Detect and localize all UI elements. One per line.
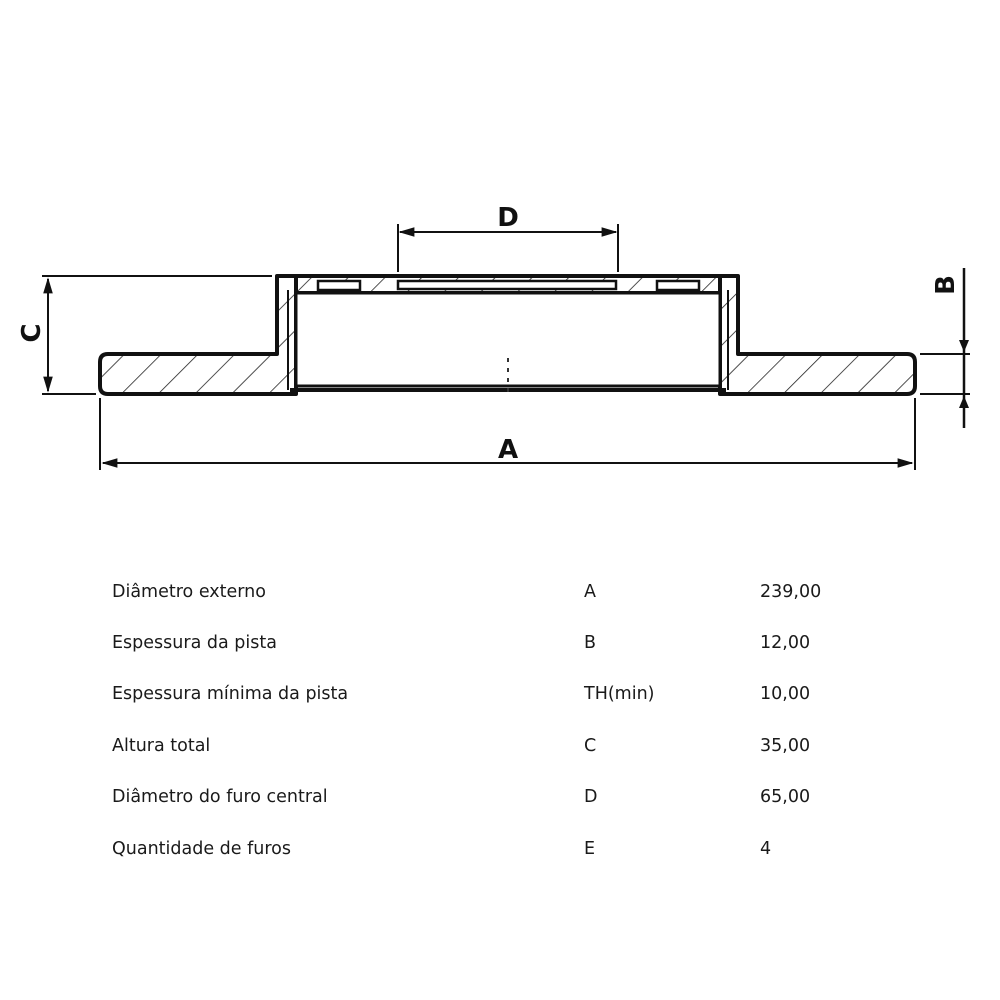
center-bore-opening — [398, 281, 616, 289]
spec-code: D — [584, 787, 598, 808]
dimension-b-label: B — [931, 275, 961, 295]
dimension-b — [920, 268, 970, 428]
hat-inner-cavity — [296, 293, 720, 386]
spec-code: B — [584, 633, 597, 654]
spec-label: Espessura mínima da pista — [112, 684, 349, 705]
table-row — [112, 669, 872, 720]
disc-body — [100, 276, 915, 398]
spec-value: 10,00 — [760, 684, 811, 705]
table-row — [112, 823, 872, 874]
spec-label: Altura total — [112, 735, 211, 756]
spec-label: Espessura da pista — [112, 633, 277, 654]
spec-code: C — [584, 735, 597, 756]
specifications-table — [112, 566, 872, 874]
dimension-a-label: A — [497, 435, 519, 465]
spec-code: E — [584, 838, 596, 859]
spec-value: 4 — [760, 838, 772, 859]
dimension-d — [398, 203, 618, 272]
dimension-c-label: C — [17, 323, 47, 343]
table-row — [112, 720, 872, 771]
bolt-hole-left — [318, 281, 360, 290]
table-row — [112, 566, 872, 617]
spec-value: 65,00 — [760, 787, 811, 808]
spec-value: 12,00 — [760, 633, 811, 654]
spec-value: 35,00 — [760, 735, 811, 756]
spec-label: Diâmetro externo — [112, 581, 266, 602]
spec-code: A — [584, 581, 596, 602]
table-row — [112, 772, 872, 823]
spec-value: 239,00 — [760, 581, 822, 602]
spec-code: TH(min) — [584, 684, 655, 705]
dimension-d-label: D — [497, 203, 519, 233]
spec-label: Quantidade de furos — [112, 838, 291, 859]
left-friction-ring — [100, 276, 296, 394]
table-row — [112, 617, 872, 668]
dimension-a — [100, 398, 915, 470]
bolt-hole-right — [657, 281, 699, 290]
right-friction-ring — [720, 276, 915, 394]
spec-label: Diâmetro do furo central — [112, 787, 328, 808]
